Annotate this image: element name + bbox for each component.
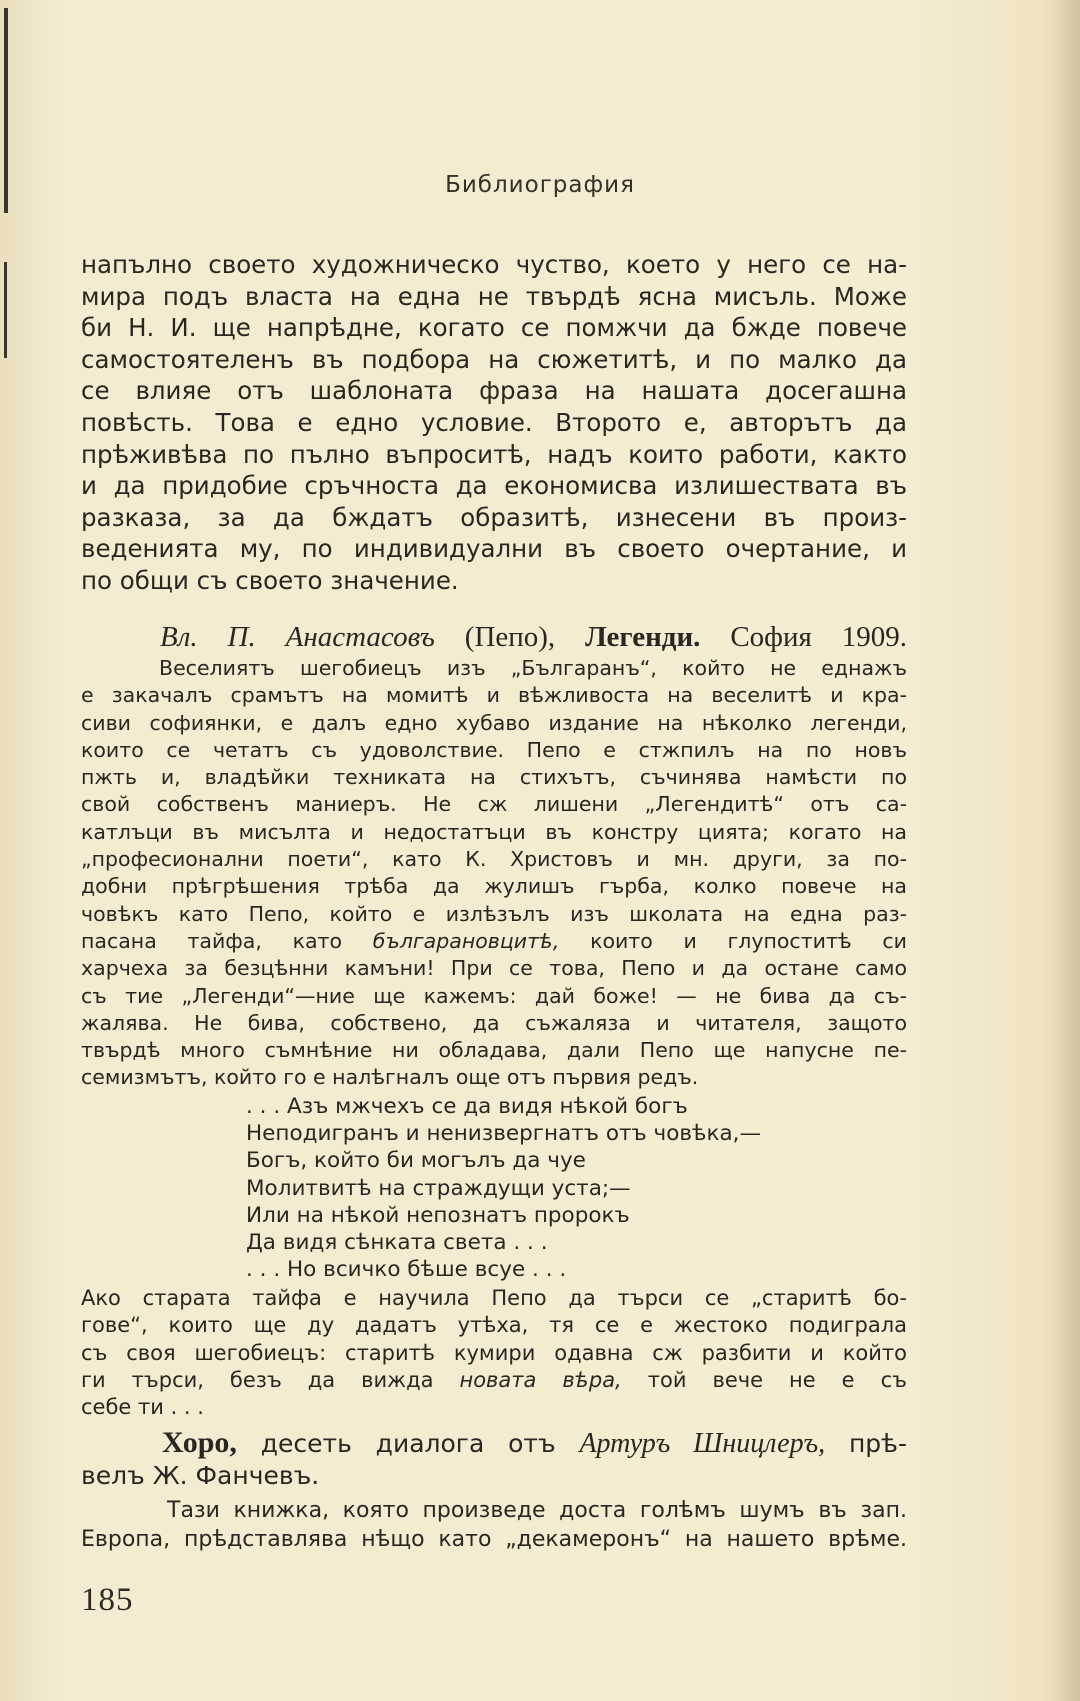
text-line: Тази книжка, която произведе доста голѣмъ шумъ въ зап. — [167, 1498, 907, 1523]
spine-mark-bottom — [4, 262, 7, 358]
poem-line: . . . Но всичко бѣше всуе . . . — [246, 1257, 567, 1283]
poem-line: Молитвитѣ на страждущи уста;— — [246, 1175, 631, 1201]
text-line: семизмътъ, който го е налѣгналъ още отъ първия редъ. — [81, 1065, 699, 1090]
entry-author: Артуръ Шницлеръ, — [579, 1428, 826, 1459]
text-line: Ако старата тайфа е научила Пепо да търси се „старитѣ бо- — [81, 1286, 907, 1310]
text-line: човѣкъ като Пепо, който е излѣзълъ изъ школата на една раз- — [81, 901, 907, 926]
poem-line: Неподигранъ и ненизвергнатъ отъ човѣка,— — [246, 1121, 761, 1147]
text-line: добни прѣгрѣшения трѣба да жулишъ гърба, колко повече на — [81, 874, 907, 899]
text-line: по общи съ своето значение. — [81, 565, 459, 595]
italic-term: българановцитѣ, — [372, 928, 560, 953]
poem-quotation — [246, 1093, 846, 1283]
poem-line: . . . Азъ мжчехъ се да видя нѣкой богъ — [246, 1094, 688, 1119]
bibliography-entry-2 — [81, 1426, 907, 1492]
review-conclusion — [81, 1285, 907, 1421]
text-line — [81, 1367, 907, 1394]
page-edge-shadow — [1050, 0, 1080, 1701]
text-line: разказа, за да бждатъ образитѣ, изнесени въ произ- — [81, 502, 907, 532]
entry-book-title: Хоро, — [162, 1426, 237, 1459]
text-line: е закачалъ срамътъ на момитѣ и вѣжливоста на веселитѣ и кра- — [81, 683, 907, 708]
poem-line: Богъ, който би могълъ да чуе — [246, 1148, 586, 1174]
text-line: твърдѣ много съмнѣние ни обладава, дали Пепо ще напусне пе- — [81, 1038, 907, 1063]
text-segment: прѣ- — [848, 1429, 907, 1458]
text-line: сиви софиянки, е далъ едно хубаво издание на нѣколко легенди, — [81, 710, 907, 735]
text-line: велъ Ж. Фанчевъ. — [81, 1461, 320, 1490]
text-line: жалява. Не бива, собствено, да съжаляза и читателя, защото — [81, 1010, 907, 1035]
text-line: веденията му, по индивидуални въ своето очертание, и — [81, 534, 907, 564]
text-line: катлъци въ мисълта и недостатъци въ констру цията; когато на — [81, 819, 907, 844]
text-line: прѣживѣва по пълно въпроситѣ, надъ които работи, както — [81, 439, 907, 469]
text-line: които се четатъ съ удоволствие. Пепо е стжпилъ на по новъ — [81, 737, 907, 762]
text-line: би Н. И. ще напрѣдне, когато се помжчи да бжде повече — [81, 313, 907, 343]
text-line: харчеха за безцѣнни камъни! При се това, Пепо и да остане само — [81, 956, 907, 981]
review-paragraph — [81, 655, 907, 1092]
text-line: съ своя шегобиецъ: старитѣ кумири одавна сж разбити и който — [81, 1340, 907, 1365]
entry-book-title: Легенди. — [585, 621, 701, 653]
text-segment: той вече не е съ — [647, 1367, 907, 1392]
entry-author: Вл. П. Анастасовъ — [160, 621, 435, 653]
text-line: мира подъ власта на една не твърдѣ ясна мисъль. Може — [81, 281, 907, 311]
entry-pseudonym: (Пепо), — [464, 621, 556, 653]
text-line: напълно своето художническо чуство, което у него се на- — [81, 250, 907, 279]
poem-line: Или на нѣкой непознатъ пророкъ — [246, 1202, 630, 1228]
text-line: се влияе отъ шаблоната фраза на нашата досегашна — [81, 376, 907, 406]
text-segment: които и глупоститѣ си — [590, 928, 907, 953]
paragraph-continued — [81, 249, 907, 597]
text-segment: пасана тайфа, като — [81, 928, 342, 953]
text-line: пжть и, владѣйки техниката на стихътъ, съчинява намѣсти по — [81, 765, 907, 790]
page-number: 185 — [81, 1582, 134, 1618]
text-segment: десеть диалога отъ — [260, 1429, 556, 1458]
text-line: „професионални поети“, като К. Христовъ и мн. други, за по- — [81, 847, 907, 872]
text-line: Веселиятъ шегобиецъ изъ „Българанъ“, който не еднажъ — [159, 656, 907, 680]
text-line: свой собственъ маниеръ. Не сж лишени „Легендитѣ“ отъ са- — [81, 792, 907, 817]
text-line: повѣсть. Това е едно условие. Второто е, авторътъ да — [81, 407, 907, 437]
entry-2-description — [81, 1496, 907, 1554]
bibliography-entry-heading — [160, 620, 907, 654]
text-line — [81, 1426, 907, 1459]
poem-line: Да видя сѣнката света . . . — [246, 1229, 548, 1255]
entry-place-year: София 1909. — [730, 621, 908, 653]
text-line — [81, 928, 907, 955]
text-line: и да придобие сръчноста да економисва излишествата въ — [81, 471, 907, 501]
text-segment: ги търси, безъ да вижда — [81, 1367, 434, 1392]
running-header: Библиография — [445, 172, 635, 198]
text-line: съ тие „Легенди“—ние ще кажемъ: дай боже! — не бива да съ- — [81, 983, 907, 1008]
text-line: самостоятеленъ въ подбора на сюжетитѣ, и по малко да — [81, 344, 907, 374]
text-line: себе ти . . . — [81, 1395, 204, 1420]
text-line: гове“, които ще ду дадатъ утѣха, тя се е жестоко подиграла — [81, 1313, 907, 1338]
italic-term: новата вѣра, — [459, 1367, 622, 1392]
text-line: Европа, прѣдставлява нѣщо като „декамеронъ“ на нашето врѣме. — [81, 1527, 907, 1552]
